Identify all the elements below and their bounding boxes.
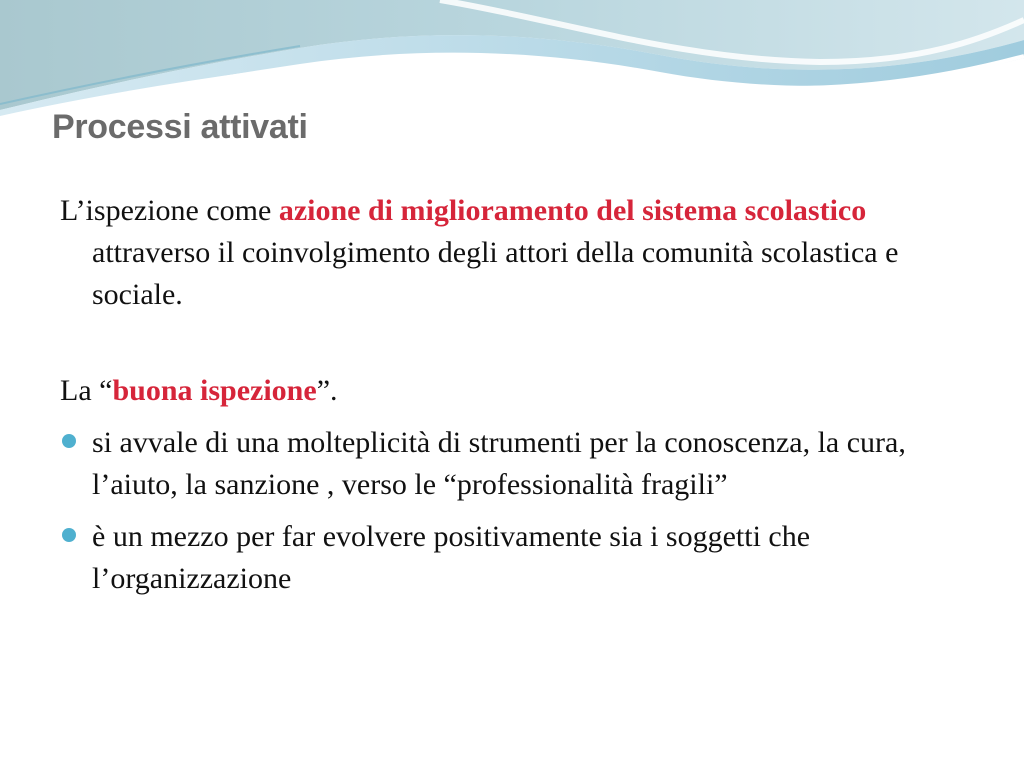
- paragraph-text: La “: [60, 374, 113, 407]
- bullet-text: è un mezzo per far evolvere positivamente sia i soggetti che l’organizzazione: [92, 520, 811, 595]
- highlighted-phrase: buona ispezione: [112, 374, 317, 407]
- paragraph-text: attraverso il coinvolgimento degli attori della comunità scolastica e sociale.: [92, 236, 899, 311]
- bullet-dot-icon: [62, 434, 76, 448]
- bullet-item: [60, 516, 990, 600]
- slide-title: Processi attivati: [52, 108, 308, 146]
- paragraph-ispezione: [60, 190, 990, 316]
- highlighted-phrase: azione di miglioramento del sistema scolastico: [278, 194, 867, 227]
- bullet-dot-icon: [62, 528, 76, 542]
- paragraph-text: L’ispezione come: [60, 194, 279, 227]
- paragraph-buona-ispezione: [60, 370, 990, 412]
- slide-body: [60, 190, 990, 610]
- bullet-item: [60, 422, 990, 506]
- paragraph-text: ”.: [316, 374, 338, 407]
- bullet-text: si avvale di una molteplicità di strumenti per la conoscenza, la cura, l’aiuto, la sanzione , verso le “professionalità fragili”: [92, 426, 906, 501]
